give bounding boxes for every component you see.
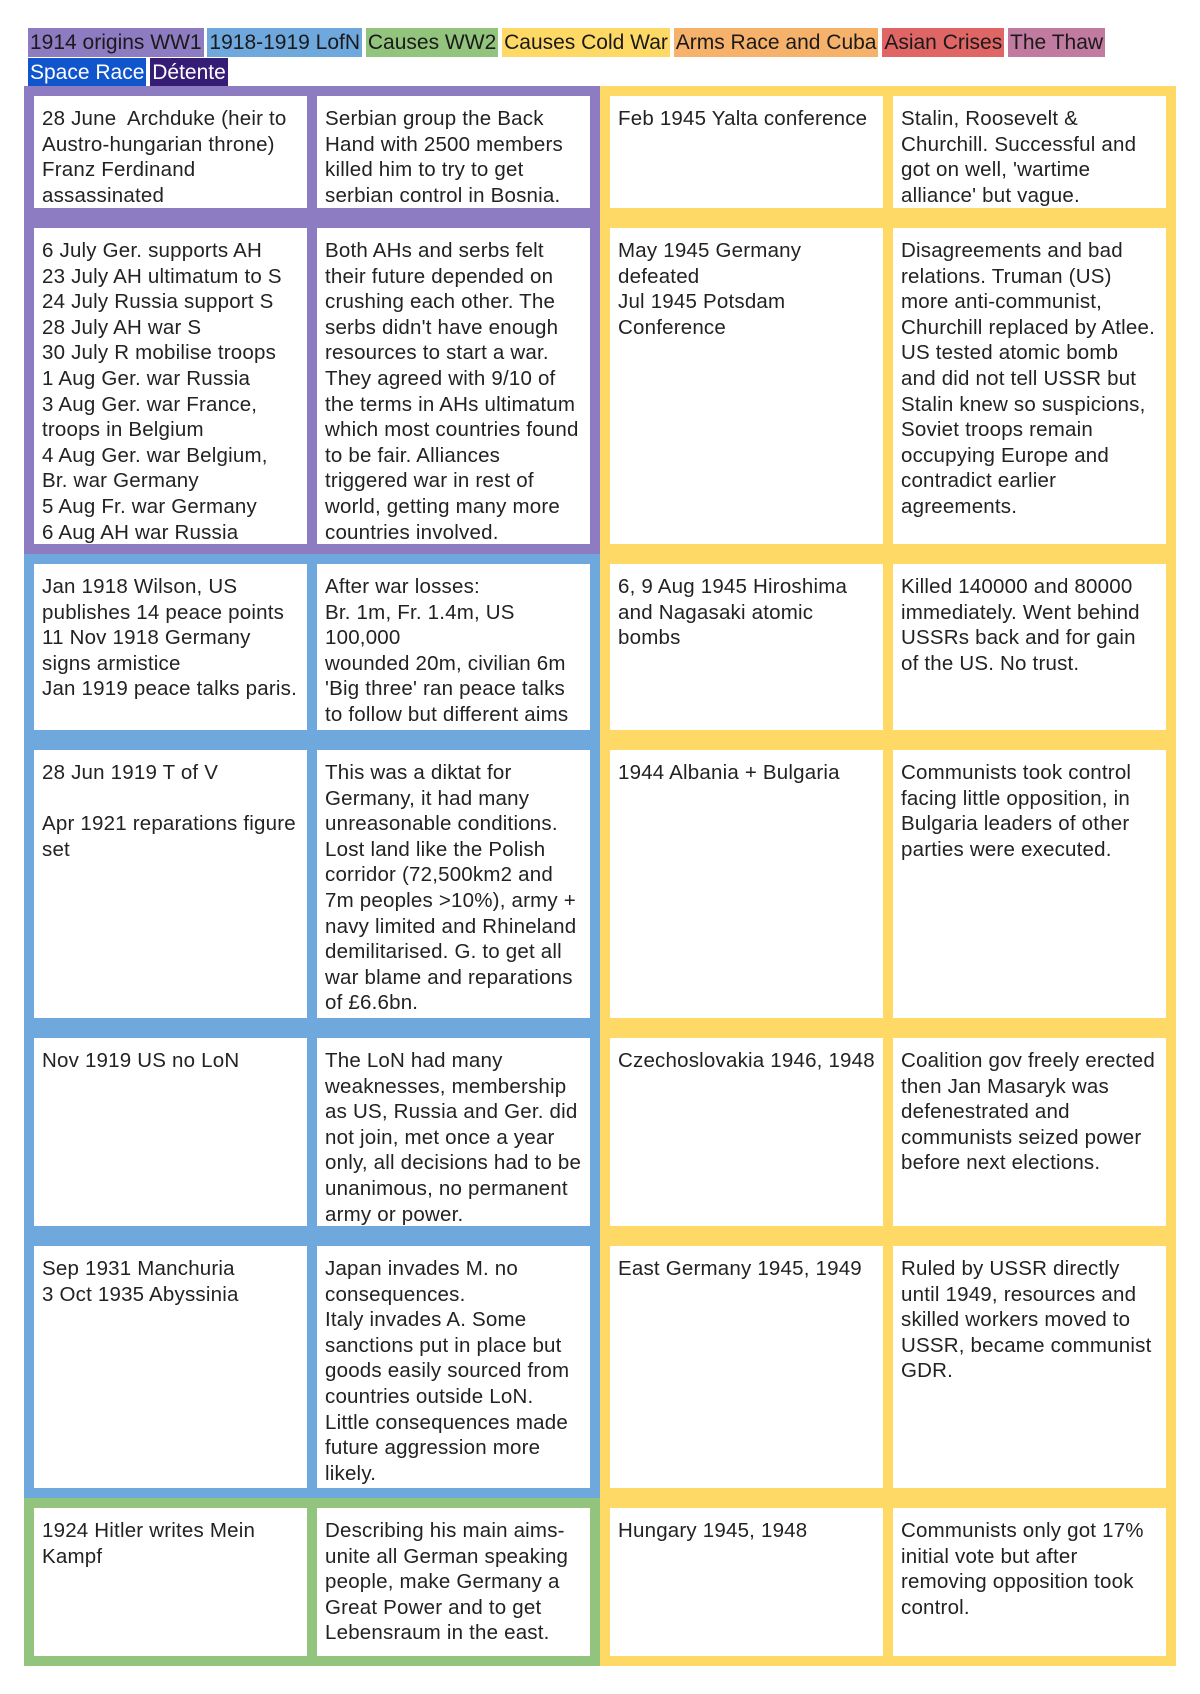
- detail-cell: This was a diktat for Germany, it had many unreasonable conditions. Lost land like the Polish corridor (72,500km2 and 7m peoples >10%), army + navy limited and Rhineland demilitarised. G. to get all war blame and reparations of £6.6bn.: [317, 750, 590, 1018]
- legend-tag: Arms Race and Cuba: [674, 28, 879, 57]
- detail-cell: Killed 140000 and 80000 immediately. Went behind USSRs back and for gain of the US. No trust.: [893, 564, 1166, 730]
- detail-cell: Describing his main aims- unite all German speaking people, make Germany a Great Power and to get Lebensraum in the east.: [317, 1508, 590, 1656]
- legend-tag: Asian Crises: [882, 28, 1004, 57]
- event-cell: Nov 1919 US no LoN: [34, 1038, 307, 1226]
- event-cell: 28 June Archduke (heir to Austro-hungarian throne) Franz Ferdinand assassinated: [34, 96, 307, 208]
- event-cell: 6, 9 Aug 1945 Hiroshima and Nagasaki atomic bombs: [610, 564, 883, 730]
- event-cell: May 1945 Germany defeated Jul 1945 Potsdam Conference: [610, 228, 883, 544]
- event-cell: East Germany 1945, 1949: [610, 1246, 883, 1488]
- timeline-table: [24, 86, 1176, 1666]
- legend-tag: Space Race: [28, 58, 146, 87]
- legend-tag: Causes Cold War: [502, 28, 670, 57]
- legend-tag: 1918-1919 LofN: [207, 28, 362, 57]
- event-cell: Sep 1931 Manchuria 3 Oct 1935 Abyssinia: [34, 1246, 307, 1488]
- detail-cell: Both AHs and serbs felt their future depended on crushing each other. The serbs didn't have enough resources to start a war. They agreed with 9/10 of the terms in AHs ultimatum which most countries found to be fair. Alliances triggered war in rest of world, getting many more countries involved.: [317, 228, 590, 544]
- detail-cell: Communists took control facing little opposition, in Bulgaria leaders of other parties were executed.: [893, 750, 1166, 1018]
- event-cell: Hungary 1945, 1948: [610, 1508, 883, 1656]
- event-cell: 1924 Hitler writes Mein Kampf: [34, 1508, 307, 1656]
- event-cell: 1944 Albania + Bulgaria: [610, 750, 883, 1018]
- detail-cell: Ruled by USSR directly until 1949, resources and skilled workers moved to USSR, became communist GDR.: [893, 1246, 1166, 1488]
- detail-cell: After war losses: Br. 1m, Fr. 1.4m, US 100,000 wounded 20m, civilian 6m 'Big three' ran peace talks to follow but different aims: [317, 564, 590, 730]
- event-cell: Feb 1945 Yalta conference: [610, 96, 883, 208]
- detail-cell: Stalin, Roosevelt & Churchill. Successful and got on well, 'wartime alliance' but vague.: [893, 96, 1166, 208]
- legend-tag: Détente: [150, 58, 228, 87]
- event-cell: Jan 1918 Wilson, US publishes 14 peace points 11 Nov 1918 Germany signs armistice Jan 1919 peace talks paris.: [34, 564, 307, 730]
- legend-tag: Causes WW2: [366, 28, 498, 57]
- event-cell: 28 Jun 1919 T of V Apr 1921 reparations figure set: [34, 750, 307, 1018]
- event-cell: 6 July Ger. supports AH 23 July AH ultimatum to S 24 July Russia support S 28 July AH war S 30 July R mobilise troops 1 Aug Ger. war Russia 3 Aug Ger. war France, troops in Belgium 4 Aug Ger. war Belgium, Br. war Germany 5 Aug Fr. war Germany 6 Aug AH war Russia: [34, 228, 307, 544]
- legend-tag: The Thaw: [1008, 28, 1105, 57]
- detail-cell: Japan invades M. no consequences. Italy invades A. Some sanctions put in place but goods easily sourced from countries outside LoN. Little consequences made future aggression more likely.: [317, 1246, 590, 1488]
- event-cell: Czechoslovakia 1946, 1948: [610, 1038, 883, 1226]
- detail-cell: Disagreements and bad relations. Truman (US) more anti-communist, Churchill replaced by Atlee. US tested atomic bomb and did not tell USSR but Stalin knew so suspicions, Soviet troops remain occupying Europe and contradict earlier agreements.: [893, 228, 1166, 544]
- detail-cell: Communists only got 17% initial vote but after removing opposition took control.: [893, 1508, 1166, 1656]
- detail-cell: The LoN had many weaknesses, membership as US, Russia and Ger. did not join, met once a year only, all decisions had to be unanimous, no permanent army or power.: [317, 1038, 590, 1226]
- detail-cell: Coalition gov freely erected then Jan Masaryk was defenestrated and communists seized power before next elections.: [893, 1038, 1166, 1226]
- detail-cell: Serbian group the Back Hand with 2500 members killed him to try to get serbian control in Bosnia.: [317, 96, 590, 208]
- legend-tag: 1914 origins WW1: [28, 28, 204, 57]
- legend: [28, 28, 1168, 88]
